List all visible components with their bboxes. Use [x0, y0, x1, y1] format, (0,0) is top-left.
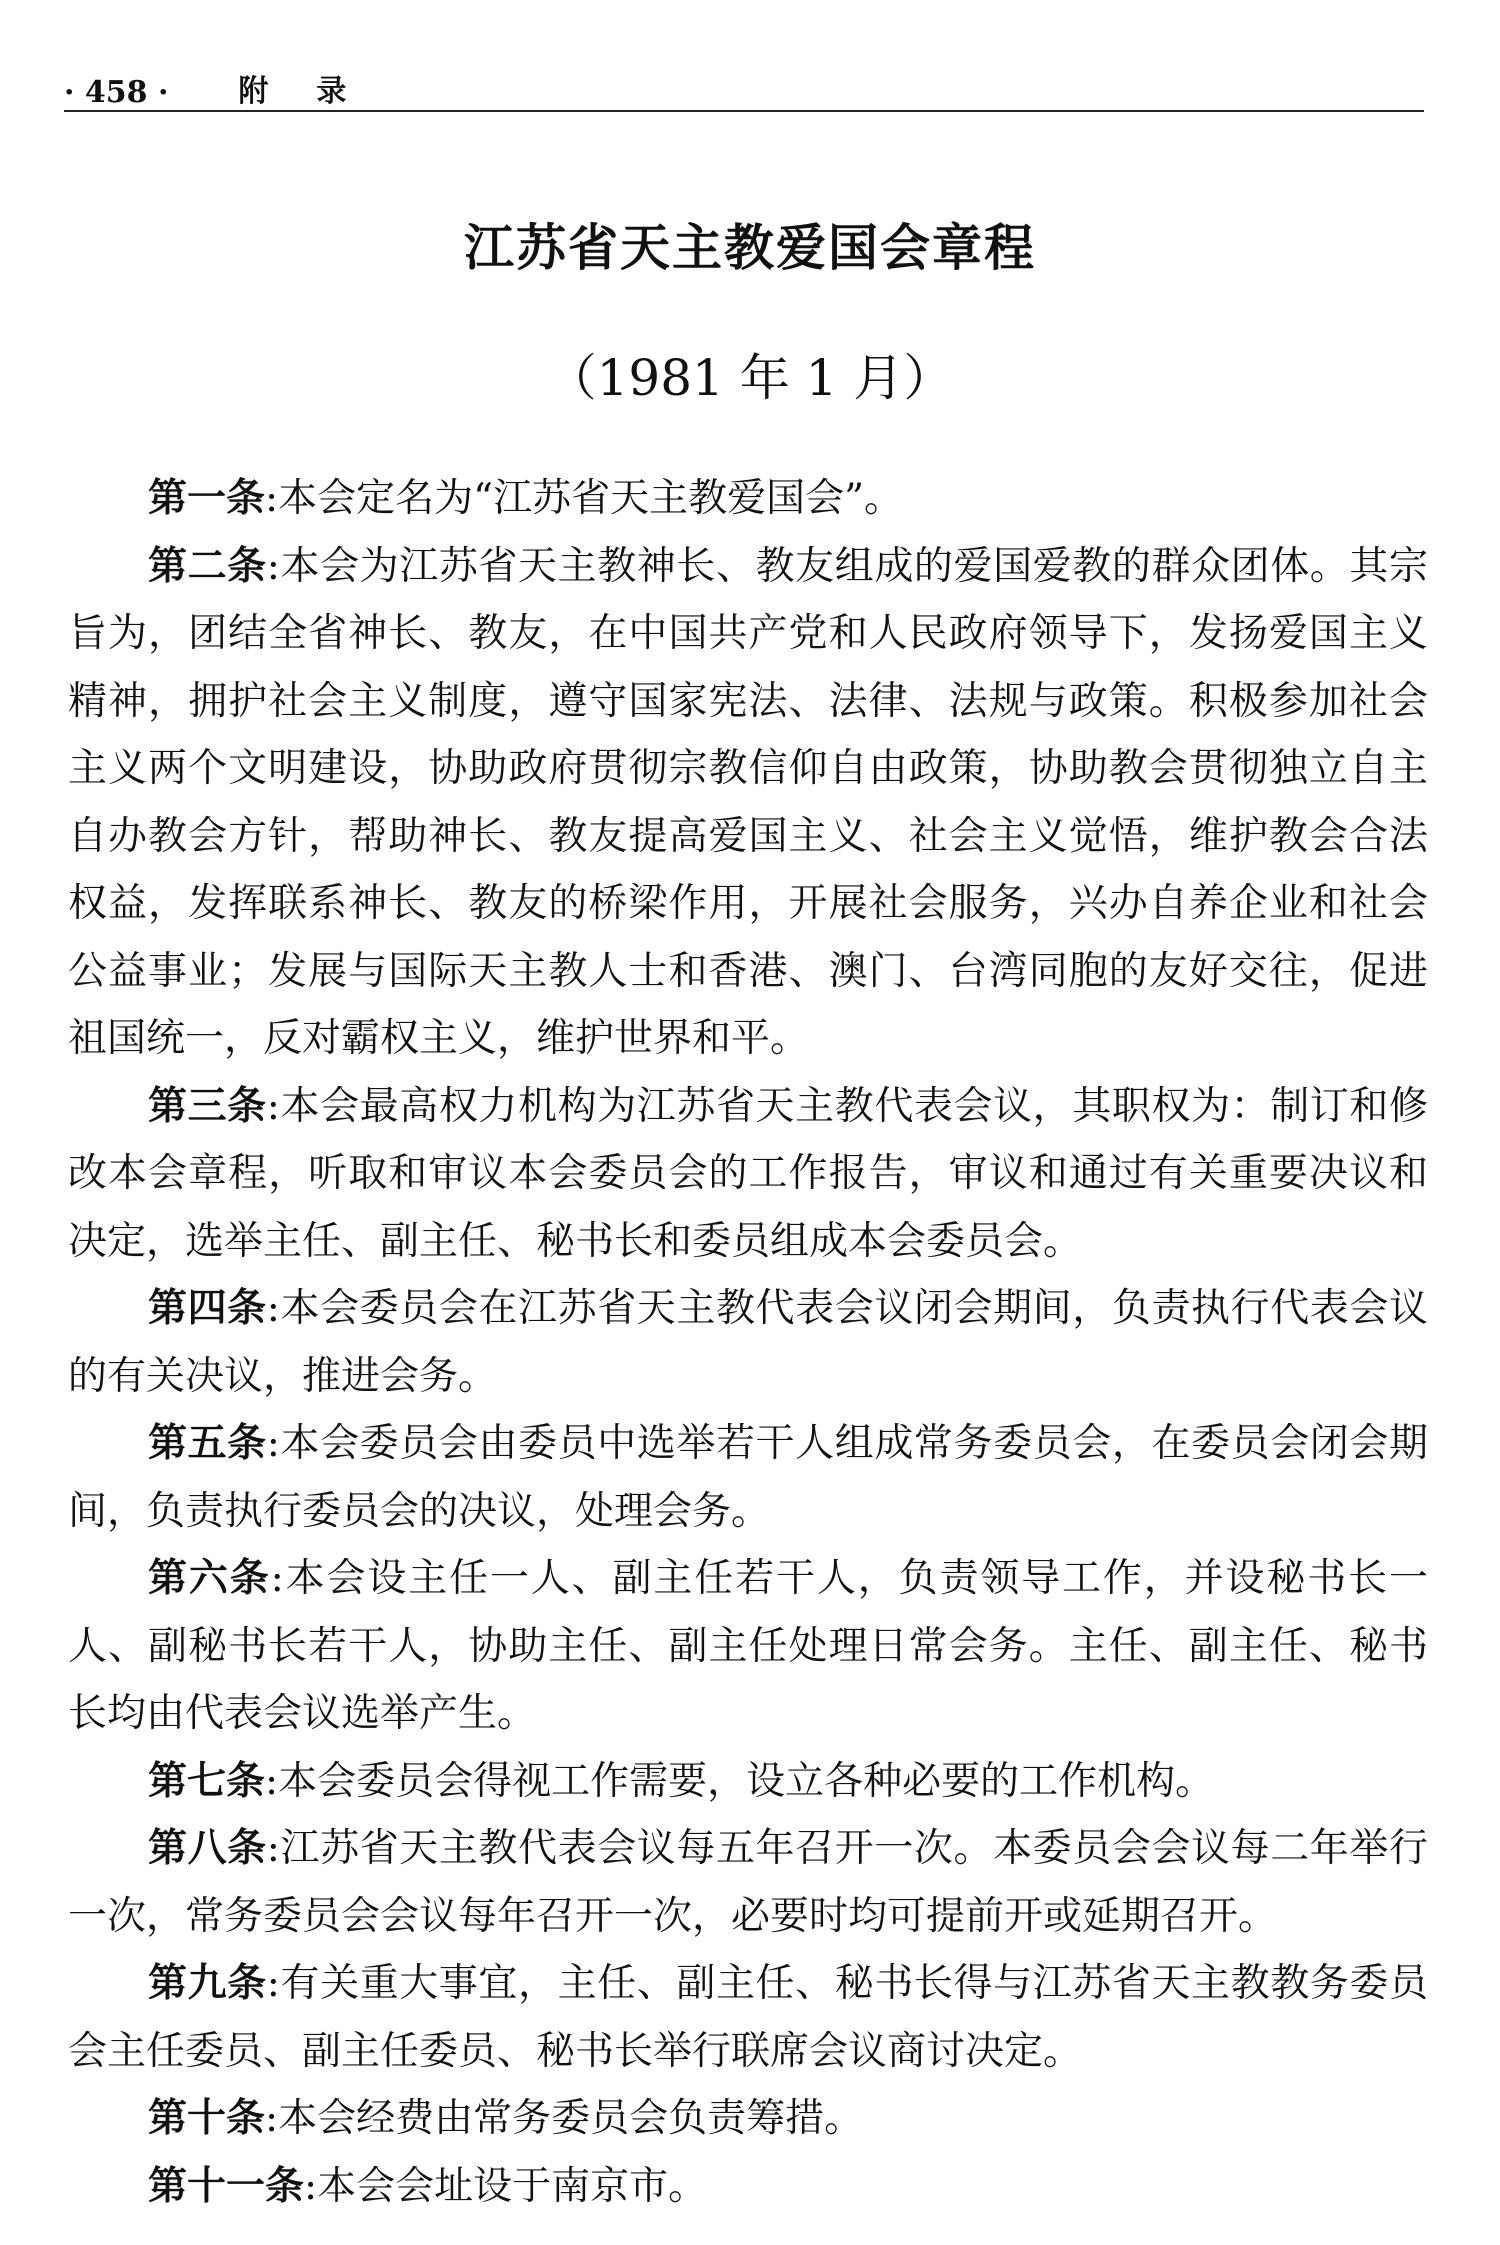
article-label: 第八条 — [148, 1826, 267, 1871]
article-separator: : — [266, 1286, 280, 1331]
article-text: 本会委员会得视工作需要，设立各种必要的工作机构。 — [278, 1758, 1215, 1804]
article-8 — [68, 1815, 1428, 1950]
running-header — [64, 58, 1424, 110]
article-label: 第六条 — [148, 1556, 271, 1601]
article-9 — [68, 1950, 1428, 2085]
article-label: 第一条 — [148, 476, 266, 521]
article-separator: : — [304, 2163, 318, 2209]
article-separator: : — [265, 476, 279, 521]
article-7 — [68, 1748, 1428, 1816]
article-text: 本会最高权力机构为江苏省天主教代表会议，其职权为：制订和修改本会章程，听取和审议本会委员会的工作报告，审议和通过有关重要决议和决定，选举主任、副主任、秘书长和委员组成本会委员会。 — [68, 1083, 1428, 1264]
article-label: 第三条 — [148, 1083, 267, 1129]
article-separator: : — [266, 1421, 280, 1466]
article-label: 第十一条 — [148, 2163, 305, 2209]
article-text: 江苏省天主教代表会议每五年召开一次。本委员会会议每二年举行一次，常务委员会会议每年召开一次，必要时均可提前开或延期召开。 — [68, 1826, 1428, 1939]
article-3 — [68, 1073, 1428, 1276]
article-label: 第四条 — [148, 1286, 267, 1331]
article-separator: : — [266, 1083, 280, 1129]
article-label: 第十条 — [148, 2096, 266, 2141]
article-6 — [68, 1545, 1428, 1748]
article-label: 第九条 — [148, 1961, 267, 2006]
section-title: 附录 — [238, 74, 395, 109]
article-text: 本会定名为“江苏省天主教爱国会”。 — [278, 476, 904, 521]
article-2 — [68, 533, 1428, 1073]
article-separator: : — [266, 1826, 280, 1871]
article-text: 本会经费由常务委员会负责筹措。 — [278, 2096, 864, 2141]
page-number: · 458 · — [64, 75, 169, 110]
article-label: 第二条 — [148, 543, 267, 589]
document-body — [68, 465, 1428, 2220]
document-title: 江苏省天主教爱国会章程 — [464, 219, 1036, 277]
article-label: 第五条 — [148, 1421, 267, 1466]
article-text: 本会委员会在江苏省天主教代表会议闭会期间，负责执行代表会议的有关决议，推进会务。 — [68, 1286, 1428, 1399]
article-text: 本会设主任一人、副主任若干人，负责领导工作，并设秘书长一人、副秘书长若干人，协助主任、副主任处理日常会务。主任、副主任、秘书长均由代表会议选举产生。 — [68, 1556, 1428, 1736]
article-1 — [68, 465, 1428, 533]
article-separator: : — [265, 1758, 279, 1804]
article-text: 有关重大事宜，主任、副主任、秘书长得与江苏省天主教教务委员会主任委员、副主任委员、秘书长举行联席会议商讨决定。 — [68, 1961, 1428, 2074]
article-separator: : — [266, 543, 280, 589]
article-text: 本会会址设于南京市。 — [317, 2163, 708, 2209]
article-label: 第七条 — [148, 1758, 266, 1804]
article-separator: : — [270, 1556, 284, 1601]
document-date: （1981 年 1 月） — [546, 349, 954, 407]
article-text: 本会为江苏省天主教神长、教友组成的爱国爱教的群众团体。其宗旨为，团结全省神长、教友，在中国共产党和人民政府领导下，发扬爱国主义精神，拥护社会主义制度，遵守国家宪法、法律、法规与政策。积极参加社会主义两个文明建设，协助政府贯彻宗教信仰自由政策，协助教会贯彻独立自主自办教会方针，帮助神长、教友提高爱国主义、社会主义觉悟，维护教会合法权益，发挥联系神长、教友的桥梁作用，开展社会服务，兴办自养企业和社会公益事业；发展与国际天主教人士和香港、澳门、台湾同胞的友好交往，促进祖国统一，反对霸权主义，维护世界和平。 — [68, 543, 1428, 1061]
header-rule — [64, 110, 1424, 112]
article-text: 本会委员会由委员中选举若干人组成常务委员会，在委员会闭会期间，负责执行委员会的决议，处理会务。 — [68, 1421, 1428, 1534]
article-4 — [68, 1275, 1428, 1410]
article-10 — [68, 2085, 1428, 2153]
article-5 — [68, 1410, 1428, 1545]
article-separator: : — [265, 2096, 279, 2141]
article-11 — [68, 2153, 1428, 2221]
article-separator: : — [266, 1961, 280, 2006]
